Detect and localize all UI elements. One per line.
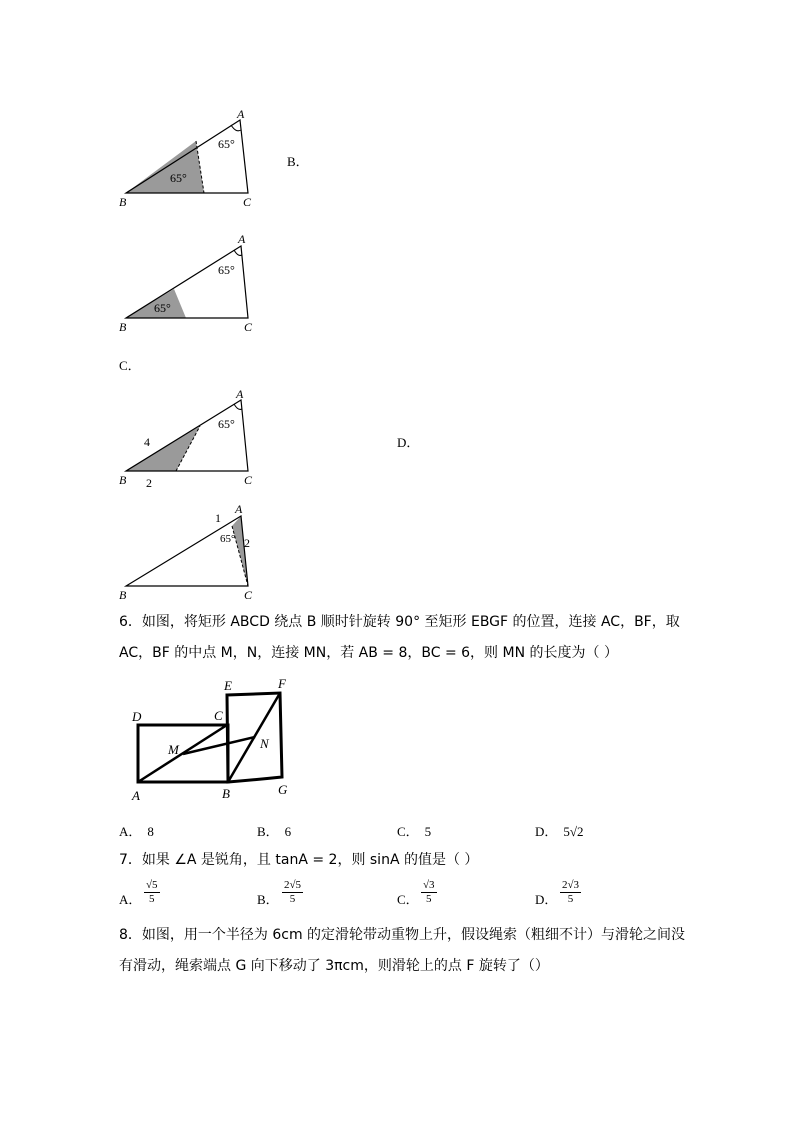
q6-option-d[interactable]: D． 5√2 (535, 824, 584, 839)
q6-text-line2: AC，BF 的中点 M，N，连接 MN，若 AB = 8，BC = 6，则 MN 的长度为（ ） (119, 645, 618, 661)
q7-text: 7．如果 ∠A 是锐角，且 tanA = 2，则 sinA 的值是（ ） (119, 852, 479, 868)
figure-4-triangle (126, 516, 248, 586)
q7-option-a-label[interactable]: A． (119, 892, 142, 907)
label-b: B (222, 786, 230, 801)
label-a: A (237, 107, 245, 121)
angle-label-shaded: 65° (170, 171, 187, 185)
label-b: B (119, 195, 127, 209)
option-d-label[interactable]: D． (397, 435, 420, 450)
q7-option-c-fraction: $\frac{√3}{5}$ (423, 879, 435, 905)
angle-label-top: 65° (220, 533, 236, 545)
label-b: B (119, 320, 127, 334)
figure-3 (110, 385, 280, 493)
q7-option-a-fraction: $\frac{√5}{5}$ (146, 879, 158, 905)
label-d: D (132, 709, 142, 724)
label-n: N (260, 736, 269, 751)
q8-text-line2: 有滑动，绳索端点 G 向下移动了 3πcm，则滑轮上的点 F 旋转了（） (119, 958, 549, 974)
q7-option-b-label[interactable]: B． (257, 892, 279, 907)
q6-figure (128, 675, 298, 805)
label-c: C (214, 708, 223, 723)
figure-3-angle-arc (234, 404, 242, 409)
q7-option-d-label[interactable]: D． (535, 892, 558, 907)
q8-text-line1: 8．如图，用一个半径为 6cm 的定滑轮带动重物上升，假设绳索（粗细不计）与滑轮之间没 (119, 927, 686, 943)
option-c-label[interactable]: C． (119, 358, 141, 373)
label-c: C (244, 320, 253, 334)
figure-1 (110, 100, 280, 215)
q7-option-b-fraction: $\frac{2√5}{5}$ (284, 879, 302, 905)
label-a: A (235, 502, 243, 516)
label-a: A (238, 232, 246, 246)
label-g: G (278, 782, 288, 797)
label-e: E (224, 678, 232, 693)
side-label-ab: 4 (144, 435, 150, 449)
angle-label-top: 65° (218, 417, 235, 431)
label-f: F (278, 676, 286, 691)
option-b-label[interactable]: B． (287, 154, 309, 169)
angle-label-top: 65° (218, 137, 235, 151)
side-label-bc: 2 (146, 476, 152, 490)
q7-option-c-label[interactable]: C． (397, 892, 419, 907)
q6-option-a[interactable]: A． 8 (119, 824, 154, 839)
figure-2-triangle (126, 246, 248, 318)
label-m: M (168, 742, 179, 757)
label-c: C (244, 473, 253, 487)
segment-ac (138, 725, 227, 782)
label-c: C (244, 588, 253, 602)
label-a: A (132, 788, 140, 803)
figure-4 (110, 500, 280, 605)
side-label-right: 2 (244, 536, 250, 550)
q6-option-b[interactable]: B． 6 (257, 824, 292, 839)
angle-label-top: 65° (218, 263, 235, 277)
side-label-left: 1 (215, 511, 221, 525)
label-b: B (119, 473, 127, 487)
q6-option-c[interactable]: C． 5 (397, 824, 432, 839)
figure-2-angle-arc (234, 250, 242, 255)
label-c: C (243, 195, 252, 209)
label-a: A (236, 387, 244, 401)
figure-2 (110, 228, 280, 340)
angle-label-shaded: 65° (154, 301, 171, 315)
figure-1-angle-arc (231, 125, 241, 131)
q6-text-line1: 6．如图，将矩形 ABCD 绕点 B 顺时针旋转 90° 至矩形 EBGF 的位置，连接 AC，BF，取 (119, 614, 680, 630)
label-b: B (119, 588, 127, 602)
q7-option-d-fraction: $\frac{2√3}{5}$ (562, 879, 580, 905)
